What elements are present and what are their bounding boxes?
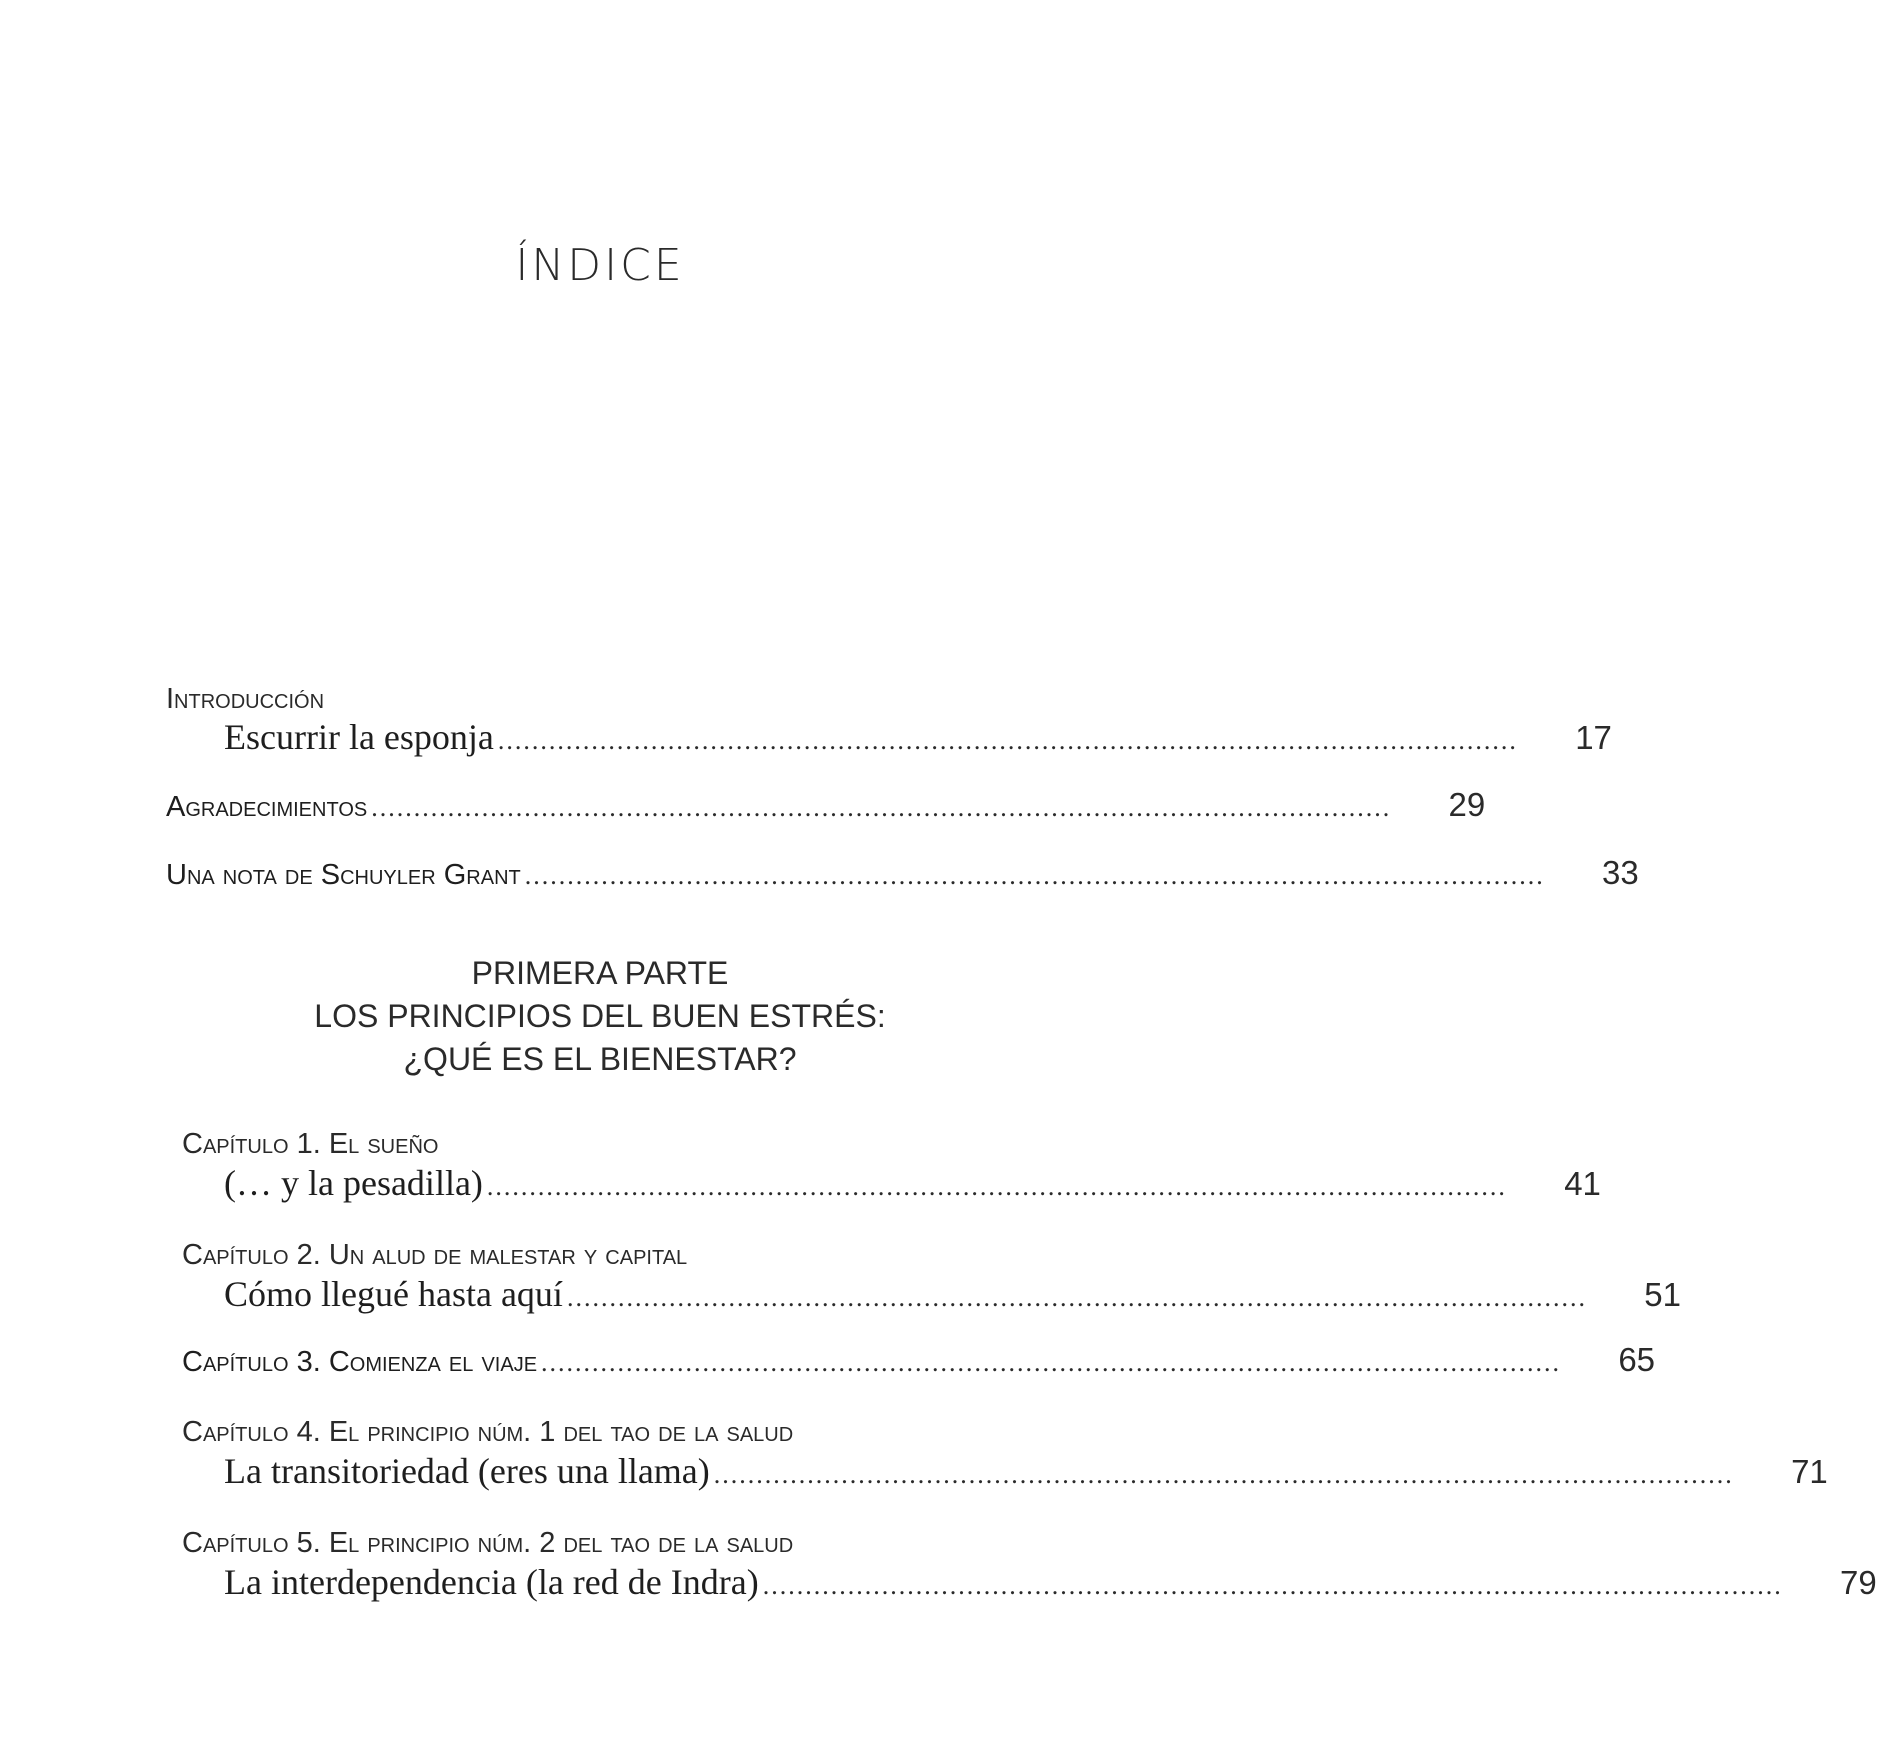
part-subtitle: ¿QUÉ ES EL BIENESTAR? <box>403 1041 797 1077</box>
toc-page-number: 41 <box>1564 1165 1601 1202</box>
toc-entry-title: Una nota de Schuyler Grant <box>166 859 521 891</box>
toc-entry-chapter-2[interactable] <box>224 1273 1681 1317</box>
toc-page-number: 29 <box>1448 786 1486 823</box>
toc-heading-chapter-4: Capítulo 4. El principio núm. 1 del tao de la salud <box>182 1416 794 1448</box>
toc-entry-agradecimientos[interactable] <box>166 786 1486 830</box>
dot-leader: ........................................................................................................................ <box>566 1283 1587 1312</box>
toc-entry-title: La interdependencia (la red de Indra) <box>224 1562 759 1602</box>
toc-heading-chapter-5: Capítulo 5. El principio núm. 2 del tao de la salud <box>182 1527 794 1559</box>
toc-entry-title: La transitoriedad (eres una llama) <box>224 1451 710 1491</box>
toc-page-number: 71 <box>1791 1453 1828 1490</box>
toc-entry-title: Capítulo 3. Comienza el viaje <box>182 1346 538 1378</box>
toc-page-number: 17 <box>1575 719 1612 756</box>
dot-leader: ........................................................................................................................ <box>371 793 1392 822</box>
part-title: LOS PRINCIPIOS DEL BUEN ESTRÉS: <box>314 998 886 1034</box>
toc-heading-chapter-1: Capítulo 1. El sueño <box>182 1128 439 1160</box>
toc-entry-chapter-1[interactable] <box>224 1162 1601 1206</box>
dot-leader: ........................................................................................................................ <box>762 1571 1783 1600</box>
dot-leader: ........................................................................................................................ <box>497 726 1518 755</box>
dot-leader: ........................................................................................................................ <box>486 1172 1507 1201</box>
dot-leader: ........................................................................................................................ <box>541 1348 1562 1377</box>
toc-page-number: 79 <box>1839 1564 1877 1601</box>
toc-entry-title: Cómo llegué hasta aquí <box>224 1274 563 1314</box>
toc-entry-nota[interactable] <box>166 854 1639 898</box>
toc-entry-chapter-3[interactable] <box>182 1341 1656 1385</box>
toc-page-number: 51 <box>1644 1276 1681 1313</box>
toc-heading-chapter-2: Capítulo 2. Un alud de malestar y capital <box>182 1239 688 1271</box>
toc-entry-title: (… y la pesadilla) <box>224 1163 483 1203</box>
part-number: PRIMERA PARTE <box>471 955 729 991</box>
toc-entry-title: Escurrir la esponja <box>224 717 494 757</box>
page-title: ÍNDICE <box>515 240 685 291</box>
toc-entry-chapter-5[interactable] <box>224 1561 1877 1605</box>
toc-heading-intro: Introducción <box>166 683 325 715</box>
dot-leader: ........................................................................................................................ <box>524 861 1545 890</box>
toc-entry-chapter-4[interactable] <box>224 1450 1828 1494</box>
toc-entry-intro[interactable] <box>224 716 1612 760</box>
part-heading <box>0 952 1200 1081</box>
toc-entry-title: Agradecimientos <box>166 791 368 823</box>
dot-leader: ........................................................................................................................ <box>713 1460 1734 1489</box>
toc-page-number: 33 <box>1602 854 1639 891</box>
toc-page-number: 65 <box>1618 1341 1656 1378</box>
